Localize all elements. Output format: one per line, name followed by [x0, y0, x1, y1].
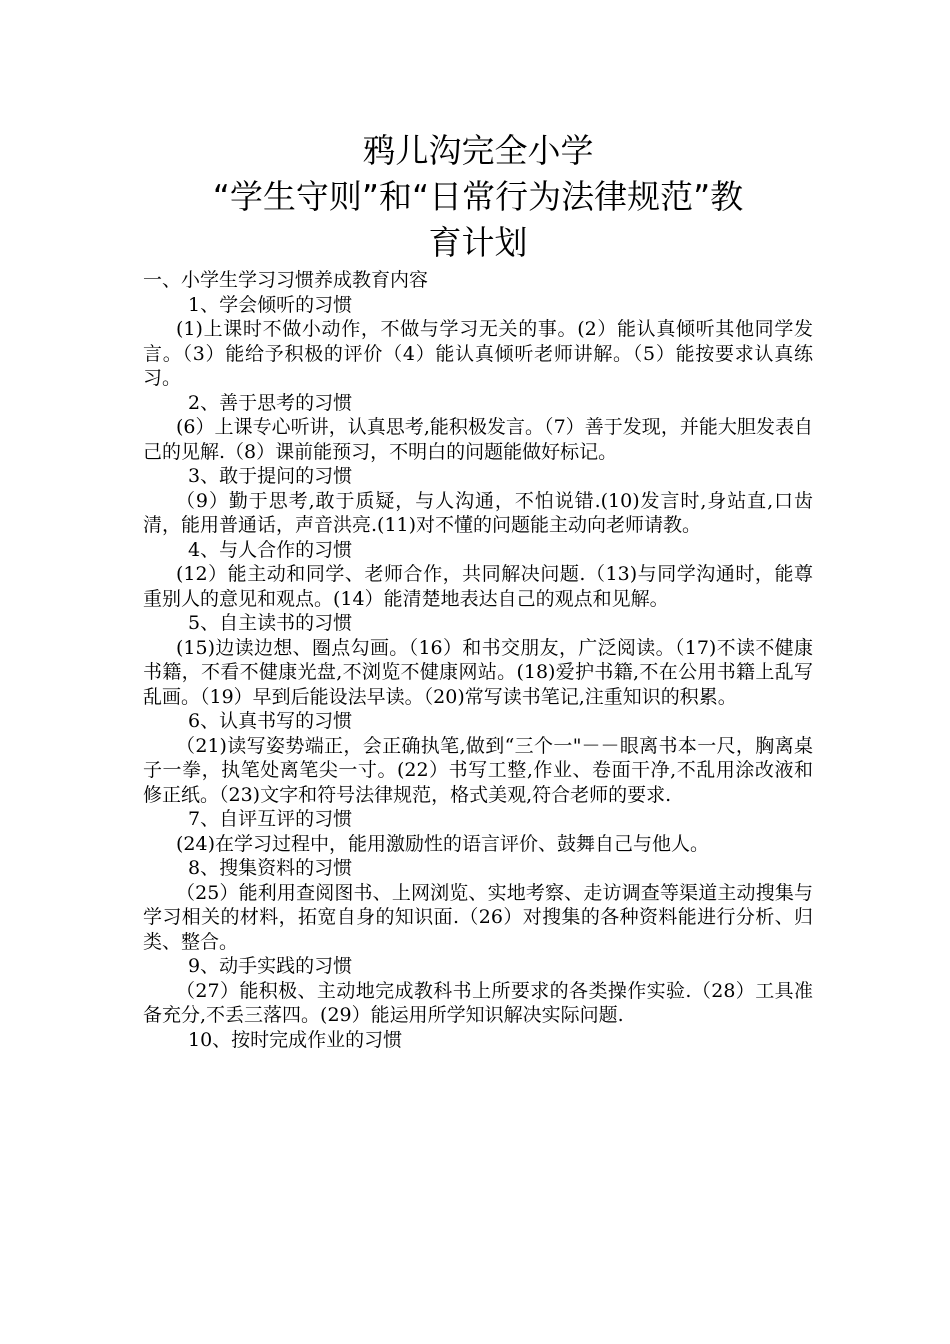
- title-line-2: “学生守则”和“日常行为法律规范”教: [212, 177, 744, 216]
- item-heading-3: 3、敢于提问的习惯: [188, 465, 353, 487]
- item-heading-9: 9、动手实践的习惯: [188, 955, 353, 977]
- item-heading-4: 4、与人合作的习惯: [188, 538, 353, 561]
- section-heading: 一、小学生学习习惯养成教育内容: [143, 269, 429, 291]
- title-line-3: 育计划: [428, 223, 528, 262]
- item-heading-10: 10、按时完成作业的习惯: [188, 1028, 403, 1051]
- item-text-2: (6）上课专心听讲，认真思考,能积极发言。（7）善于发现，并能大胆发表自己的见解.（8）课前能预习，不明白的问题能做好标记。: [143, 416, 813, 463]
- document-page: [143, 128, 813, 1052]
- item-text-4: (12）能主动和同学、老师合作，共同解决问题.（13)与同学沟通时，能尊重别人的意见和观点。(14）能清楚地表达自己的观点和见解。: [143, 563, 813, 610]
- document-title: [143, 128, 813, 266]
- item-text-3: （9）勤于思考,敢于质疑，与人沟通，不怕说错.(10)发言时,身站直,口齿清，能用普通话，声音洪亮.(11)对不懂的问题能主动向老师请教。: [143, 489, 813, 536]
- item-heading-5: 5、自主读书的习惯: [188, 612, 353, 634]
- item-text-6: （21)读写姿势端正，会正确执笔,做到“三个一"－－眼离书本一尺，胸离桌子一拳，执笔处离笔尖一寸。(22）书写工整,作业、卷面干净,不乱用涂改液和修正纸。（23)文字和符号法律规范，格式美观,符合老师的要求.: [143, 734, 813, 806]
- item-text-9: （27）能积极、主动地完成教科书上所要求的各类操作实验.（28）工具准备充分,不丢三落四。(29）能运用所学知识解决实际问题.: [143, 979, 813, 1026]
- item-heading-6: 6、认真书写的习惯: [188, 710, 353, 732]
- item-text-7: (24)在学习过程中，能用激励性的语言评价、鼓舞自己与他人。: [176, 832, 710, 855]
- title-line-1: 鸦儿沟完全小学: [362, 131, 594, 170]
- item-heading-2: 2、善于思考的习惯: [188, 391, 353, 414]
- item-text-1: (1)上课时不做小动作，不做与学习无关的事。(2）能认真倾听其他同学发言。（3）能给予积极的评价（4）能认真倾听老师讲解。（5）能按要求认真练习。: [143, 318, 813, 389]
- item-heading-8: 8、搜集资料的习惯: [188, 857, 353, 879]
- item-text-5: (15)边读边想、圈点勾画。（16）和书交朋友，广泛阅读。（17)不读不健康书籍，不看不健康光盘,不浏览不健康网站。(18)爱护书籍,不在公用书籍上乱写乱画。（19）早到后能设法早读。（20)常写读书笔记,注重知识的积累。: [143, 636, 813, 708]
- item-heading-7: 7、自评互评的习惯: [188, 808, 353, 830]
- item-heading-1: 1、学会倾听的习惯: [188, 293, 353, 316]
- item-text-8: （25）能利用查阅图书、上网浏览、实地考察、走访调查等渠道主动搜集与学习相关的材料，拓宽自身的知识面.（26）对搜集的各种资料能进行分析、归类、整合。: [143, 881, 813, 953]
